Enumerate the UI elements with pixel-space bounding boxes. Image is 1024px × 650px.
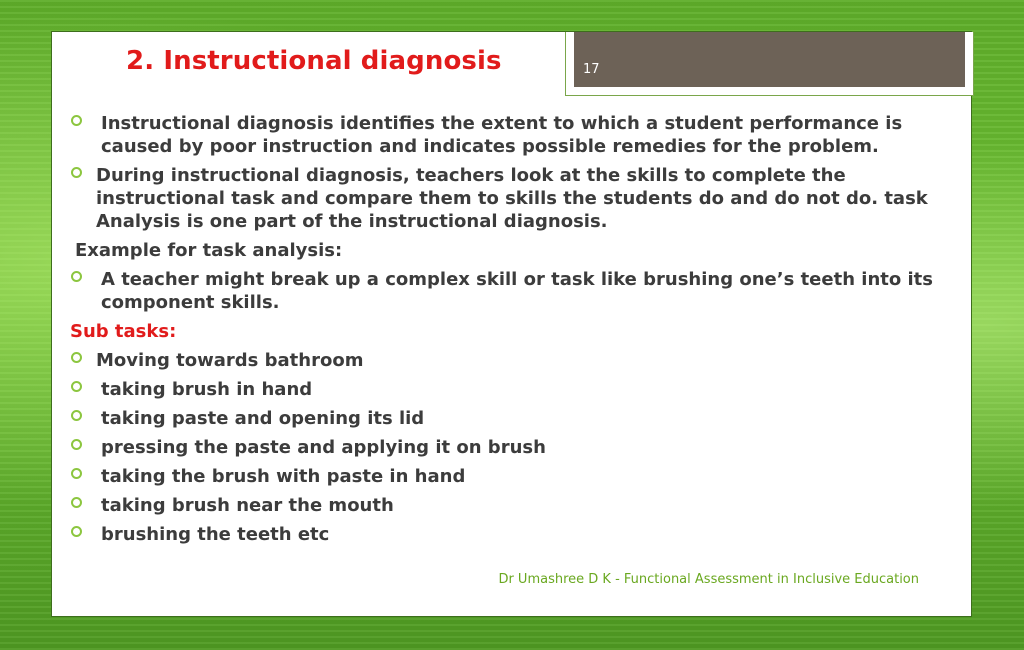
subtask-text: taking brush near the mouth [101, 495, 394, 516]
list-item [70, 268, 950, 314]
circle-bullet-icon [71, 439, 82, 450]
subtask-text: brushing the teeth etc [101, 524, 330, 545]
subtask-text: taking brush in hand [101, 379, 313, 400]
slide-footer: Dr Umashree D K - Functional Assessment in Inclusive Education [498, 572, 919, 587]
subtask-text: Moving towards bathroom [96, 350, 364, 371]
subtask-item [70, 523, 950, 546]
subtask-text: pressing the paste and applying it on brush [101, 437, 546, 458]
circle-bullet-icon [71, 381, 82, 392]
slide-title: 2. Instructional diagnosis [126, 46, 502, 76]
subtask-item [70, 436, 950, 459]
circle-bullet-icon [71, 526, 82, 537]
circle-bullet-icon [71, 352, 82, 363]
bullet-text: Instructional diagnosis identifies the extent to which a student performance is caused by poor instruction and indicates possible remedies for the problem. [101, 113, 903, 157]
subtask-item [70, 465, 950, 488]
circle-bullet-icon [71, 271, 82, 282]
list-item [70, 112, 950, 158]
slide-content [70, 112, 950, 552]
subtask-text: taking the brush with paste in hand [101, 466, 466, 487]
subtask-item [70, 349, 950, 372]
circle-bullet-icon [71, 497, 82, 508]
subtask-text: taking paste and opening its lid [101, 408, 425, 429]
subtask-item [70, 494, 950, 517]
subtasks-heading: Sub tasks: [70, 321, 177, 342]
example-heading: Example for task analysis: [75, 240, 343, 261]
circle-bullet-icon [71, 115, 82, 126]
slide-number: 17 [583, 62, 600, 77]
circle-bullet-icon [71, 468, 82, 479]
bullet-text: A teacher might break up a complex skill or task like brushing one’s teeth into its component skills. [101, 269, 933, 313]
bullet-text: During instructional diagnosis, teachers look at the skills to complete the instructional task and compare them to skills the students do and do not do. task Analysis is one part of the instructional diagnosis. [96, 165, 928, 232]
subtask-item [70, 378, 950, 401]
slide-number-bar [565, 32, 974, 96]
circle-bullet-icon [71, 410, 82, 421]
subtask-item [70, 407, 950, 430]
slide-number-bar-fill [574, 32, 965, 87]
circle-bullet-icon [71, 167, 82, 178]
list-item [70, 164, 950, 233]
